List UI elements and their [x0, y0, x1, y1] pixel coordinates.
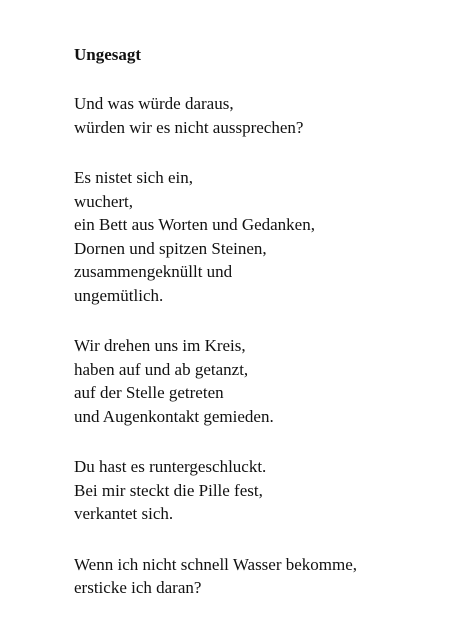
stanza-2	[74, 166, 444, 307]
poem-line: Und was würde daraus,	[74, 94, 234, 113]
poem-line: verkantet sich.	[74, 504, 174, 523]
poem-line: wuchert,	[74, 191, 134, 211]
poem-line: und Augenkontakt gemieden.	[74, 406, 274, 426]
poem-title: Ungesagt	[74, 45, 142, 64]
poem-line: Wenn ich nicht schnell Wasser bekomme,	[74, 554, 358, 574]
poem-line: auf der Stelle getreten	[74, 383, 224, 402]
poem-page	[74, 44, 444, 627]
poem-line: Dornen und spitzen Steinen,	[74, 238, 267, 258]
poem-line: haben auf und ab getanzt,	[74, 359, 249, 379]
poem-line: Bei mir steckt die Pille fest,	[74, 480, 263, 500]
poem-line: Es nistet sich ein,	[74, 168, 193, 187]
poem-line: zusammengeknüllt und	[74, 262, 233, 281]
stanza-4	[74, 455, 444, 526]
stanza-5	[74, 553, 444, 600]
poem-line: Du hast es runtergeschluckt.	[74, 457, 267, 476]
poem-line: ein Bett aus Worten und Gedanken,	[74, 215, 315, 234]
poem-line: Wir drehen uns im Kreis,	[74, 336, 246, 355]
poem-line: würden wir es nicht aussprechen?	[74, 117, 304, 137]
stanza-3	[74, 334, 444, 428]
poem-line: ersticke ich daran?	[74, 578, 202, 597]
stanza-1	[74, 92, 444, 139]
poem-line: ungemütlich.	[74, 285, 164, 305]
